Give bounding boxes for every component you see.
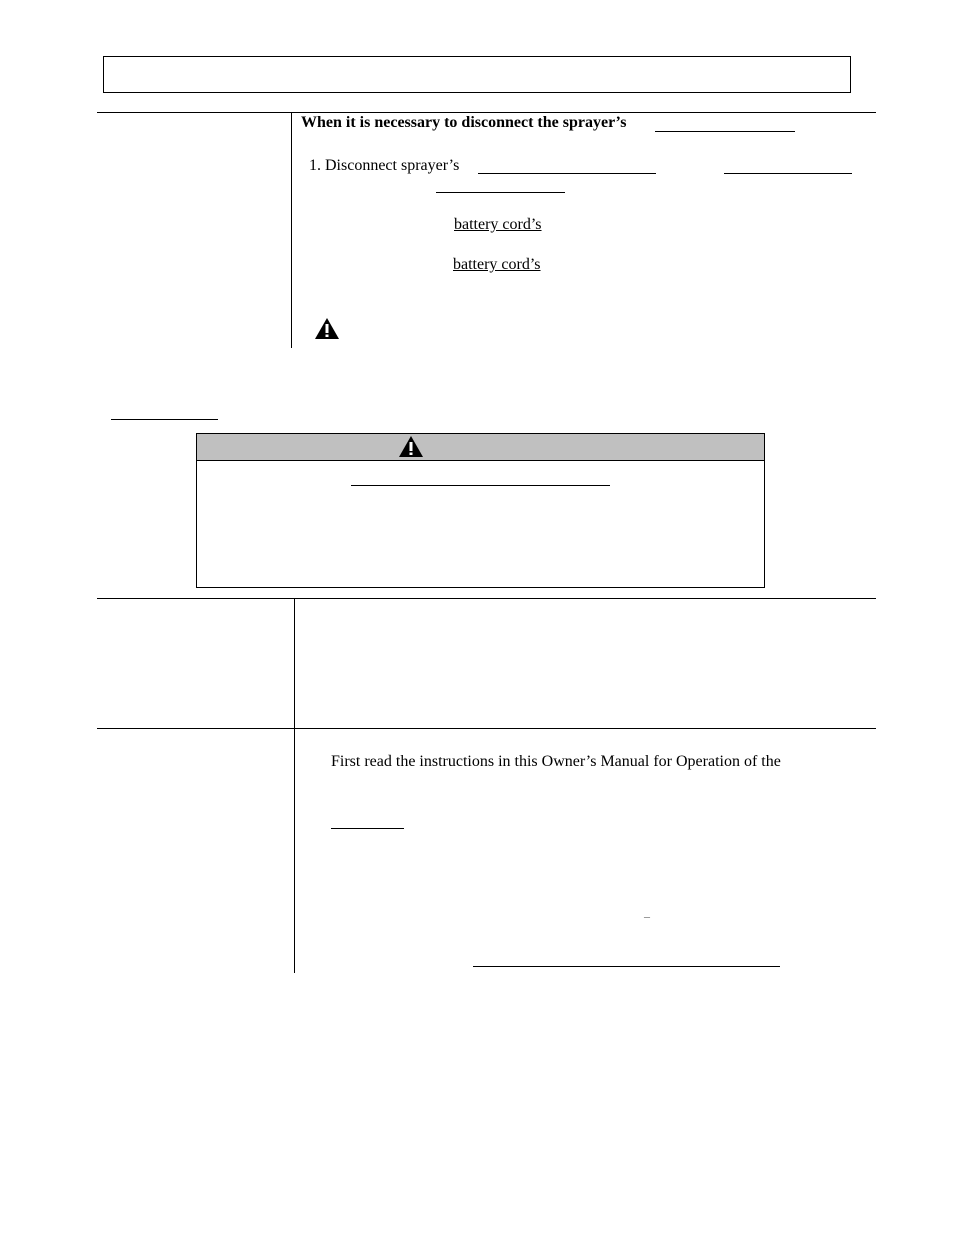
section-divider-top [97, 112, 876, 113]
warning-triangle-icon [398, 435, 424, 458]
battery-cord-ref-1: battery cord’s [454, 216, 542, 233]
section-divider-middle [97, 598, 876, 599]
blank-line [473, 966, 780, 967]
blank-line [724, 173, 852, 174]
warning-header-bar [197, 434, 764, 461]
blank-line [655, 131, 795, 132]
column-divider-middle [294, 598, 295, 728]
step-1-text: 1. Disconnect sprayer’s [309, 157, 460, 174]
warning-triangle-icon [314, 317, 340, 340]
dash-mark: – [644, 909, 650, 923]
blank-line [351, 485, 610, 486]
column-divider-bottom [294, 728, 295, 973]
warning-box [196, 433, 765, 588]
page-header-box [103, 56, 851, 93]
blank-line [436, 192, 565, 193]
first-read-instructions: First read the instructions in this Owner’s Manual for Operation of the [331, 753, 781, 770]
disconnect-heading: When it is necessary to disconnect the sprayer’s [301, 114, 627, 131]
blank-line [478, 173, 656, 174]
section-divider-bottom [97, 728, 876, 729]
blank-line [331, 828, 404, 829]
battery-cord-ref-2: battery cord’s [453, 256, 541, 273]
section-title-underline [111, 419, 218, 420]
column-divider-top [291, 112, 292, 348]
